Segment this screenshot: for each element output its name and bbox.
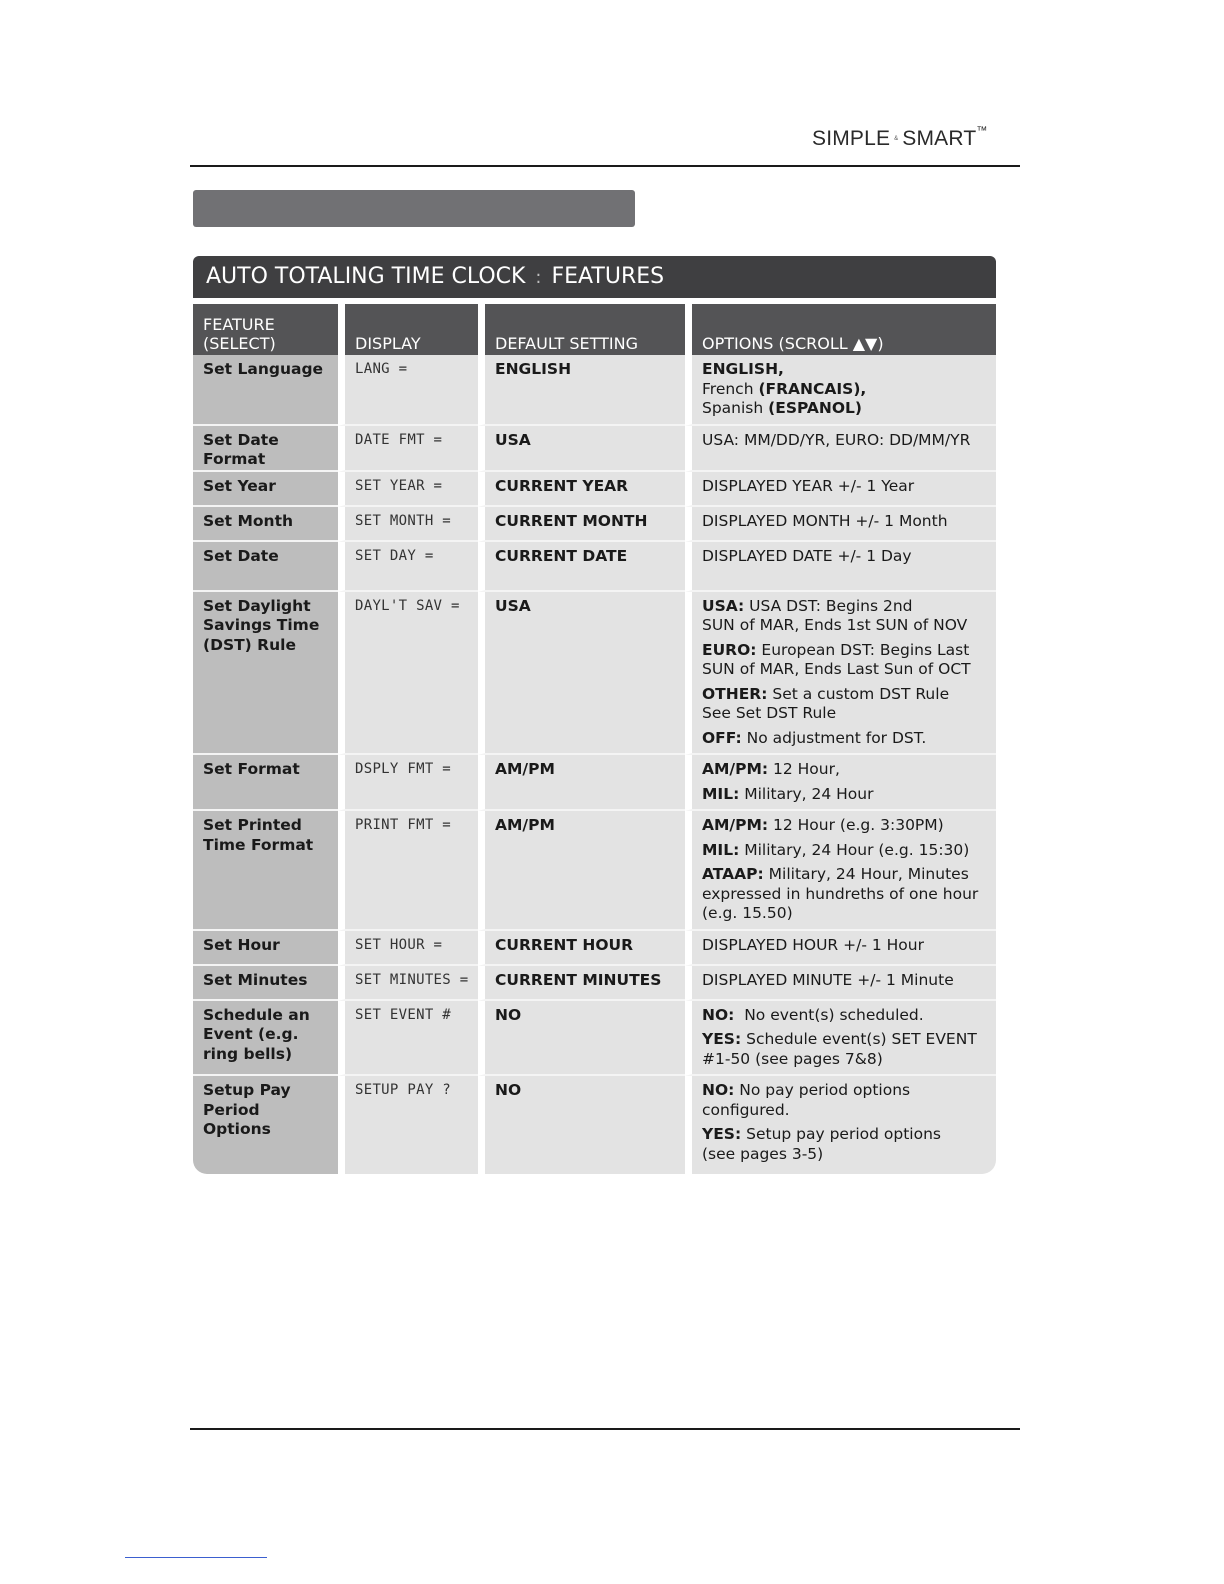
option-item [702,685,988,724]
option-text: DISPLAYED MONTH +/- 1 Month [702,511,948,530]
option-text: No pay period options [734,1081,911,1099]
option-line [702,936,988,956]
option-item [702,865,988,924]
option-line [702,399,988,419]
feature-cell: Setup Pay Period Options [193,1076,338,1174]
option-item [702,1006,988,1026]
option-line [702,1145,988,1165]
table-title-right: FEATURES [551,264,665,289]
option-line [702,512,988,532]
table-row [193,592,996,756]
options-cell [685,966,996,1001]
option-key: (ESPANOL) [768,399,863,417]
option-line [702,904,988,924]
feature-cell: Set Year [193,472,338,507]
option-line [702,760,988,780]
option-item [702,597,988,636]
options-cell [685,542,996,592]
brand-right: SMART [902,127,977,150]
option-line [702,616,988,636]
header-display: DISPLAY [338,304,478,355]
display-cell: DSPLY FMT = [338,755,478,811]
option-text: USA DST: Begins 2nd [744,596,913,615]
section-heading-bar [193,190,635,227]
default-cell: ENGLISH [478,355,685,426]
table-title [193,256,996,298]
table-row [193,507,996,542]
features-table [193,256,996,1170]
option-item [702,1081,988,1120]
display-cell: SETUP PAY ? [338,1076,478,1174]
option-key: OFF: [702,728,742,747]
display-cell: LANG = [338,355,478,426]
table-row [193,931,996,966]
footer-link-underline [125,1557,267,1558]
option-text: No adjustment for DST. [741,728,927,747]
options-cell [685,1001,996,1077]
option-key: EURO: [702,640,757,659]
default-cell: CURRENT YEAR [478,472,685,507]
option-text: Set a custom DST Rule [767,684,950,703]
table-row [193,355,996,426]
option-text: (see pages 3-5) [702,1144,824,1163]
display-cell: SET MINUTES = [338,966,478,1001]
option-text: configured. [702,1100,790,1119]
feature-cell: Set Hour [193,931,338,966]
option-key: AM/PM: [702,760,769,778]
option-key: MIL: [702,784,740,803]
option-text: #1-50 (see pages 7&8) [702,1049,883,1068]
option-line [702,865,988,885]
option-line [702,360,988,380]
option-text: SUN of MAR, Ends 1st SUN of NOV [702,616,968,634]
table-row [193,1001,996,1077]
option-text: DISPLAYED MINUTE +/- 1 Minute [702,970,954,989]
table-row [193,811,996,931]
options-cell [685,1076,996,1174]
option-key: OTHER: [702,684,768,703]
option-line [702,729,988,749]
table-title-left: AUTO TOTALING TIME CLOCK [206,264,526,289]
option-key: ENGLISH, [702,360,784,378]
option-line [702,1030,988,1050]
feature-cell: Set Date Format [193,426,338,472]
default-cell: CURRENT MONTH [478,507,685,542]
table-row [193,542,996,592]
option-line [702,1006,988,1026]
table-body [193,355,996,1174]
display-cell: SET HOUR = [338,931,478,966]
option-item [702,360,988,419]
option-key: YES: [702,1030,742,1048]
option-line [702,971,988,991]
option-line [702,704,988,724]
option-text: DISPLAYED YEAR +/- 1 Year [702,476,915,495]
option-key: NO: [702,1005,735,1024]
option-item [702,477,988,497]
table-row [193,472,996,507]
options-cell [685,426,996,472]
option-text: USA: MM/DD/YR, EURO: DD/MM/YR [702,430,971,449]
option-text: DISPLAYED DATE +/- 1 Day [702,546,912,565]
features-grid [193,304,996,1174]
option-item [702,512,988,532]
option-text: 12 Hour (e.g. 3:30PM) [768,816,944,834]
display-cell: SET YEAR = [338,472,478,507]
feature-cell: Set Month [193,507,338,542]
display-cell: DAYL'T SAV = [338,592,478,756]
option-item [702,841,988,861]
option-text: French [702,379,759,398]
option-line [702,1050,988,1070]
feature-cell: Set Format [193,755,338,811]
brand-trademark: ™ [976,125,988,137]
default-cell: AM/PM [478,755,685,811]
option-key: (FRANCAIS), [758,379,867,398]
option-line [702,547,988,567]
brand-logo [812,127,988,151]
options-cell [685,355,996,426]
option-line [702,380,988,400]
option-line [702,597,988,617]
option-line [702,641,988,661]
option-item [702,641,988,680]
header-feature: FEATURE (SELECT) [193,304,338,355]
option-text: European DST: Begins Last [756,640,970,659]
options-cell [685,592,996,756]
option-line [702,685,988,705]
display-cell: SET MONTH = [338,507,478,542]
option-line [702,1125,988,1145]
brand-ampersand: & [894,136,899,143]
option-line [702,1101,988,1121]
default-cell: CURRENT DATE [478,542,685,592]
option-item [702,816,988,836]
table-title-separator: : [535,267,542,288]
option-key: AM/PM: [702,816,769,834]
option-key: MIL: [702,840,740,859]
option-item [702,729,988,749]
option-line [702,431,988,451]
header-rule [190,165,1020,167]
option-key: NO: [702,1081,735,1099]
option-key: USA: [702,596,745,615]
option-text: Schedule event(s) SET EVENT [741,1030,977,1048]
option-line [702,477,988,497]
default-cell: AM/PM [478,811,685,931]
brand-left: SIMPLE [812,127,891,150]
options-cell [685,811,996,931]
option-item [702,547,988,567]
option-text: Military, 24 Hour [739,784,874,803]
option-item [702,936,988,956]
option-item [702,1030,988,1069]
display-cell: DATE FMT = [338,426,478,472]
options-cell [685,755,996,811]
header-default: DEFAULT SETTING [478,304,685,355]
default-cell: USA [478,592,685,756]
feature-cell: Set Printed Time Format [193,811,338,931]
default-cell: USA [478,426,685,472]
feature-cell: Set Language [193,355,338,426]
option-text: DISPLAYED HOUR +/- 1 Hour [702,935,924,954]
header-row [193,304,996,355]
default-cell: NO [478,1076,685,1174]
feature-cell: Schedule an Event (e.g. ring bells) [193,1001,338,1077]
option-text: 12 Hour, [768,760,840,778]
option-item [702,760,988,780]
options-cell [685,472,996,507]
option-line [702,785,988,805]
option-line [702,885,988,905]
option-line [702,660,988,680]
option-line [702,816,988,836]
table-row [193,755,996,811]
option-line [702,1081,988,1101]
option-item [702,431,988,451]
option-key: YES: [702,1125,742,1143]
options-cell [685,931,996,966]
table-row [193,426,996,472]
display-cell: SET EVENT # [338,1001,478,1077]
option-text: See Set DST Rule [702,704,837,722]
option-text: Military, 24 Hour, Minutes [763,865,969,883]
footer-rule [190,1428,1020,1430]
table-row [193,966,996,1001]
option-text: No event(s) scheduled. [734,1005,924,1024]
option-text: Spanish [702,399,769,417]
display-cell: PRINT FMT = [338,811,478,931]
options-cell [685,507,996,542]
option-text: SUN of MAR, Ends Last Sun of OCT [702,660,971,678]
option-item [702,971,988,991]
display-cell: SET DAY = [338,542,478,592]
feature-cell: Set Minutes [193,966,338,1001]
feature-cell: Set Date [193,542,338,592]
option-item [702,785,988,805]
default-cell: CURRENT HOUR [478,931,685,966]
option-text: Setup pay period options [741,1125,941,1143]
option-key: ATAAP: [702,865,764,883]
default-cell: CURRENT MINUTES [478,966,685,1001]
option-text: (e.g. 15.50) [702,904,793,922]
feature-cell: Set Daylight Savings Time (DST) Rule [193,592,338,756]
default-cell: NO [478,1001,685,1077]
option-line [702,841,988,861]
option-text: Military, 24 Hour (e.g. 15:30) [739,840,970,859]
option-text: expressed in hundreths of one hour [702,884,979,903]
header-options: OPTIONS (SCROLL ▲▼) [685,304,996,355]
table-row [193,1076,996,1174]
option-item [702,1125,988,1164]
